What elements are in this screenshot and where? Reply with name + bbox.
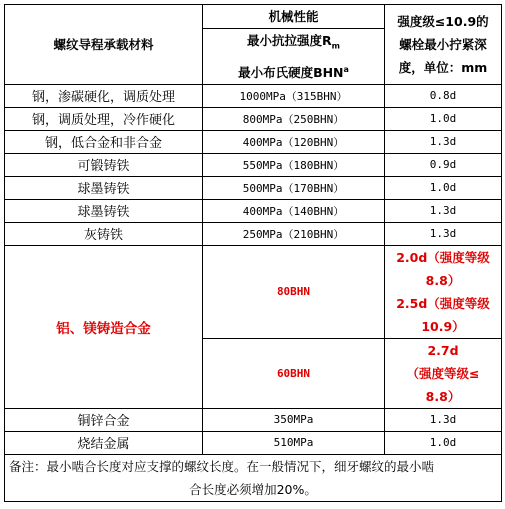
note-row bbox=[5, 454, 502, 501]
cell-material: 球墨铸铁 bbox=[5, 176, 203, 199]
header-mech-sub bbox=[203, 29, 385, 85]
table-row bbox=[5, 84, 502, 107]
thread-engagement-table bbox=[4, 4, 502, 502]
header-material bbox=[5, 5, 203, 85]
cell-depth: 1.3d bbox=[385, 130, 502, 153]
cell-property: 400MPa（140BHN） bbox=[203, 199, 385, 222]
cell-depth: 0.9d bbox=[385, 153, 502, 176]
header-mech-sub1-subscript: m bbox=[331, 41, 340, 51]
note-line1: 备注：最小啮合长度对应支撑的螺纹长度。在一般情况下，细牙螺纹的最小啮 bbox=[9, 458, 435, 474]
cell-depth: 1.0d bbox=[385, 431, 502, 454]
table-row bbox=[5, 176, 502, 199]
cell-material-alloy: 铝、镁铸造合金 bbox=[5, 245, 203, 408]
depth-alloy-b-line1: 2.7d bbox=[427, 342, 459, 358]
header-depth-line2: 螺栓最小拧紧深 bbox=[399, 36, 487, 52]
cell-material: 烧结金属 bbox=[5, 431, 203, 454]
cell-material: 钢，调质处理，冷作硬化 bbox=[5, 107, 203, 130]
table-row bbox=[5, 130, 502, 153]
header-mech-title bbox=[203, 5, 385, 29]
header-row bbox=[5, 5, 502, 29]
cell-depth: 1.3d bbox=[385, 199, 502, 222]
table-row bbox=[5, 199, 502, 222]
cell-depth: 1.0d bbox=[385, 176, 502, 199]
cell-property-alloy-b: 60BHN bbox=[203, 338, 385, 408]
header-material-text: 螺纹导程承载材料 bbox=[53, 37, 154, 53]
cell-depth: 1.3d bbox=[385, 408, 502, 431]
note-line2: 合长度必须增加20%。 bbox=[189, 481, 317, 497]
table-row bbox=[5, 408, 502, 431]
header-mech-sub2-sup: a bbox=[343, 64, 349, 74]
cell-property: 350MPa bbox=[203, 408, 385, 431]
cell-depth-alloy-b bbox=[385, 338, 502, 408]
depth-alloy-b-line2: （强度等级≤ bbox=[406, 365, 480, 381]
header-depth bbox=[385, 5, 502, 85]
cell-depth-alloy-a bbox=[385, 245, 502, 338]
table-row-alloy-a bbox=[5, 245, 502, 338]
table-row bbox=[5, 222, 502, 245]
table-row bbox=[5, 107, 502, 130]
header-depth-line1: 强度级≤10.9的 bbox=[397, 13, 489, 29]
depth-alloy-a-line3: 2.5d（强度等级 bbox=[396, 295, 490, 311]
cell-property: 250MPa（210BHN） bbox=[203, 222, 385, 245]
header-mech-sub1: 最小抗拉强度R bbox=[247, 33, 332, 48]
cell-material: 可锻铸铁 bbox=[5, 153, 203, 176]
table-row bbox=[5, 153, 502, 176]
cell-depth: 0.8d bbox=[385, 84, 502, 107]
table-row bbox=[5, 431, 502, 454]
cell-material: 钢，渗碳硬化，调质处理 bbox=[5, 84, 203, 107]
header-mech-title-text: 机械性能 bbox=[268, 9, 319, 24]
note-cell bbox=[5, 454, 502, 501]
cell-property: 400MPa（120BHN） bbox=[203, 130, 385, 153]
cell-property: 800MPa（250BHN） bbox=[203, 107, 385, 130]
depth-alloy-b-line3: 8.8） bbox=[425, 388, 461, 404]
depth-alloy-a-line4: 10.9） bbox=[421, 318, 465, 334]
header-depth-line3: 度，单位：mm bbox=[398, 59, 488, 75]
depth-alloy-a-line1: 2.0d（强度等级 bbox=[396, 249, 490, 265]
cell-property: 500MPa（170BHN） bbox=[203, 176, 385, 199]
cell-material: 铜锌合金 bbox=[5, 408, 203, 431]
cell-material: 钢，低合金和非合金 bbox=[5, 130, 203, 153]
cell-depth: 1.0d bbox=[385, 107, 502, 130]
table-container bbox=[4, 4, 502, 502]
depth-alloy-a-line2: 8.8） bbox=[425, 272, 461, 288]
header-mech-sub2: 最小布氏硬度BHN bbox=[238, 64, 344, 80]
cell-property: 510MPa bbox=[203, 431, 385, 454]
cell-material: 灰铸铁 bbox=[5, 222, 203, 245]
cell-material: 球墨铸铁 bbox=[5, 199, 203, 222]
cell-property: 1000MPa（315BHN） bbox=[203, 84, 385, 107]
cell-property: 550MPa（180BHN） bbox=[203, 153, 385, 176]
cell-property-alloy-a: 80BHN bbox=[203, 245, 385, 338]
cell-depth: 1.3d bbox=[385, 222, 502, 245]
